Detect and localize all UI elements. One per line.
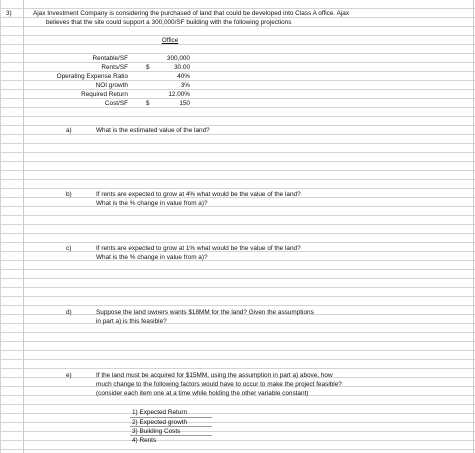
question-text: much change to the following factors would have to occur to make the project feasible? (96, 381, 342, 388)
question-text: If rents are expected to grow at 1% what would be the value of the land? (96, 245, 301, 252)
intro-line-1: Ajax Investment Company is considering the purchased of land that could be developed into Class A office. Ajax (33, 10, 350, 17)
question-text: What is the % change in value from a)? (96, 254, 208, 261)
assumption-label: Rents/SF (101, 64, 128, 71)
factor-item[interactable]: 4) Rents (130, 435, 212, 444)
question-text: in part a) is this feasible? (96, 318, 167, 325)
question-text: Suppose the land owners wants $18MM for the land? Given the assumptions (96, 309, 314, 316)
assumption-value[interactable]: 40% (177, 73, 190, 80)
assumption-currency: $ (146, 100, 150, 107)
assumption-label: Cost/SF (104, 100, 128, 107)
question-letter: c) (66, 245, 72, 252)
question-text: What is the estimated value of the land? (96, 127, 210, 134)
assumption-label: Operating Expense Ratio (56, 73, 128, 80)
question-letter: d) (66, 309, 72, 316)
assumption-label: NOI growth (95, 82, 128, 89)
column-header-office: Office (161, 37, 179, 44)
intro-line-2: believes that the site could support a 300,000/SF building with the following projections (46, 19, 292, 26)
question-letter: e) (66, 372, 72, 379)
assumption-label: Required Return (81, 91, 128, 98)
question-letter: a) (66, 127, 72, 134)
question-text: If the land must be acquired for $15MM, using the assumption in part a) above, how (96, 372, 333, 379)
question-text: What is the % change in value from a)? (96, 200, 208, 207)
assumption-value[interactable]: 12.00% (168, 91, 190, 98)
question-letter: b) (66, 191, 72, 198)
factor-item[interactable]: 2) Expected growth (130, 417, 212, 426)
column-divider (23, 0, 24, 453)
assumption-value[interactable]: 30.00 (174, 64, 190, 71)
assumption-value[interactable]: 300,000 (166, 55, 190, 62)
question-text: (consider each item one at a time while holding the other variable constant) (96, 390, 309, 397)
assumption-value[interactable]: 3% (180, 82, 190, 89)
assumption-currency: $ (146, 64, 150, 71)
problem-number: 3) (6, 10, 12, 17)
factor-item[interactable]: 1) Expected Return (132, 409, 188, 416)
column-divider (473, 0, 474, 453)
question-text: If rents are expected to grow at 4% what would be the value of the land? (96, 191, 301, 198)
assumption-label: Rentable/SF (92, 55, 128, 62)
factor-item[interactable]: 3) Building Costs (130, 426, 212, 435)
assumption-value[interactable]: 150 (179, 100, 190, 107)
